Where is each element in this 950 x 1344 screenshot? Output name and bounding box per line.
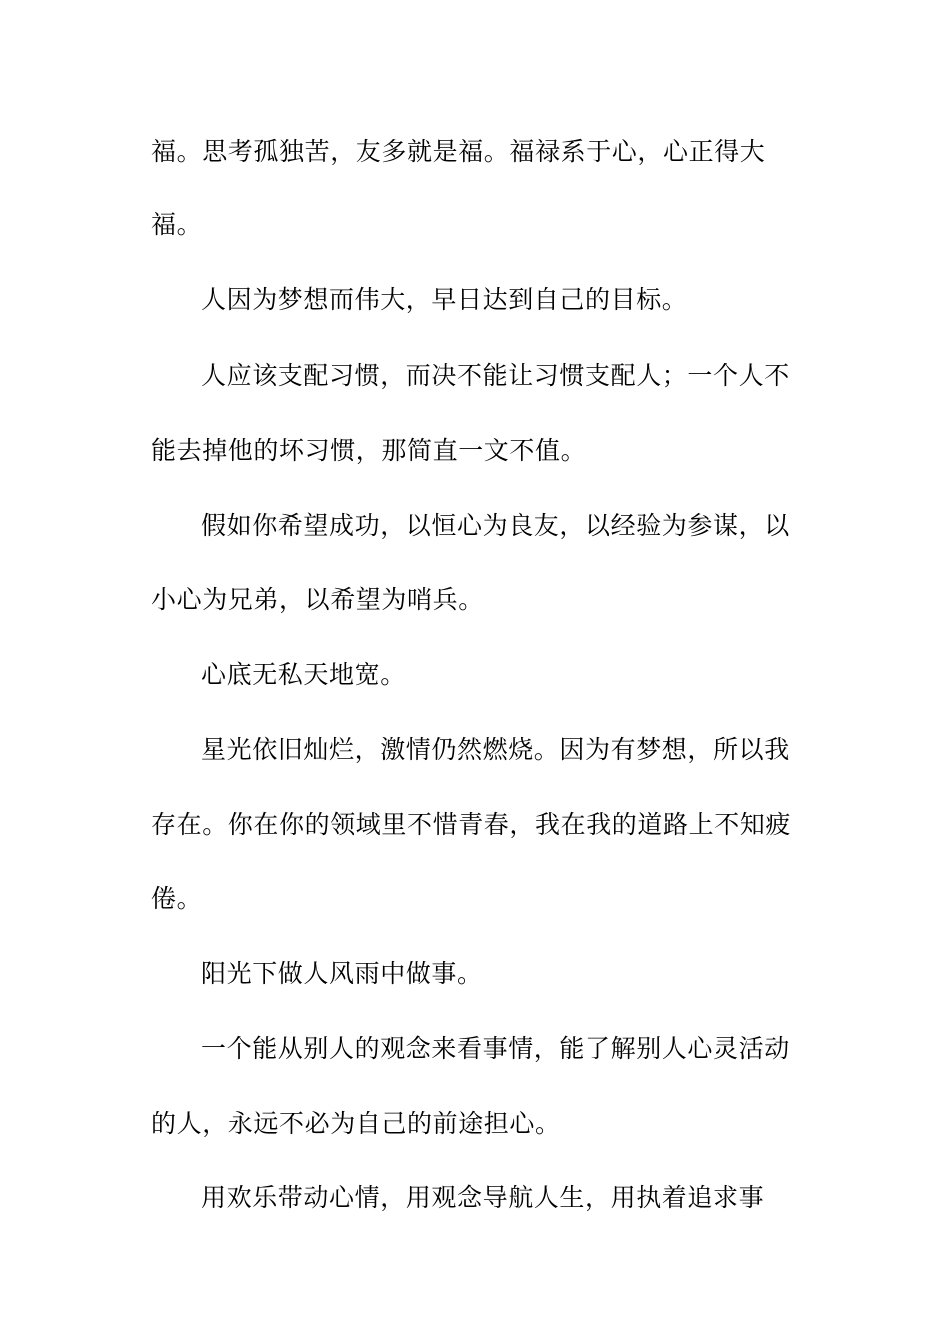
paragraph-start-line: 用欢乐带动心情，用观念导航人生，用执着追求事 xyxy=(201,1183,765,1212)
text-line: 小心为兄弟，以希望为哨兵。 xyxy=(151,585,484,614)
text-line: 福。思考孤独苦，友多就是福。福禄系于心，心正得大 xyxy=(151,137,766,166)
paragraph-start-line: 假如你希望成功，以恒心为良友，以经验为参谋，以 xyxy=(201,511,790,540)
text-line: 的人，永远不必为自己的前途担心。 xyxy=(151,1109,561,1138)
text-line: 福。 xyxy=(151,210,203,239)
paragraph-start-line: 星光依旧灿烂，激情仍然燃烧。因为有梦想，所以我 xyxy=(201,735,790,764)
paragraph-start-line: 心底无私天地宽。 xyxy=(201,660,406,689)
text-line: 倦。 xyxy=(151,884,203,913)
paragraph-start-line: 一个能从别人的观念来看事情，能了解别人心灵活动 xyxy=(201,1034,790,1063)
paragraph-start-line: 阳光下做人风雨中做事。 xyxy=(201,959,483,988)
text-line: 能去掉他的坏习惯，那简直一文不值。 xyxy=(151,436,587,465)
text-line: 存在。你在你的领域里不惜青春，我在我的道路上不知疲 xyxy=(151,810,792,839)
paragraph-start-line: 人应该支配习惯，而决不能让习惯支配人；一个人不 xyxy=(201,361,790,390)
paragraph-start-line: 人因为梦想而伟大，早日达到自己的目标。 xyxy=(201,285,688,314)
